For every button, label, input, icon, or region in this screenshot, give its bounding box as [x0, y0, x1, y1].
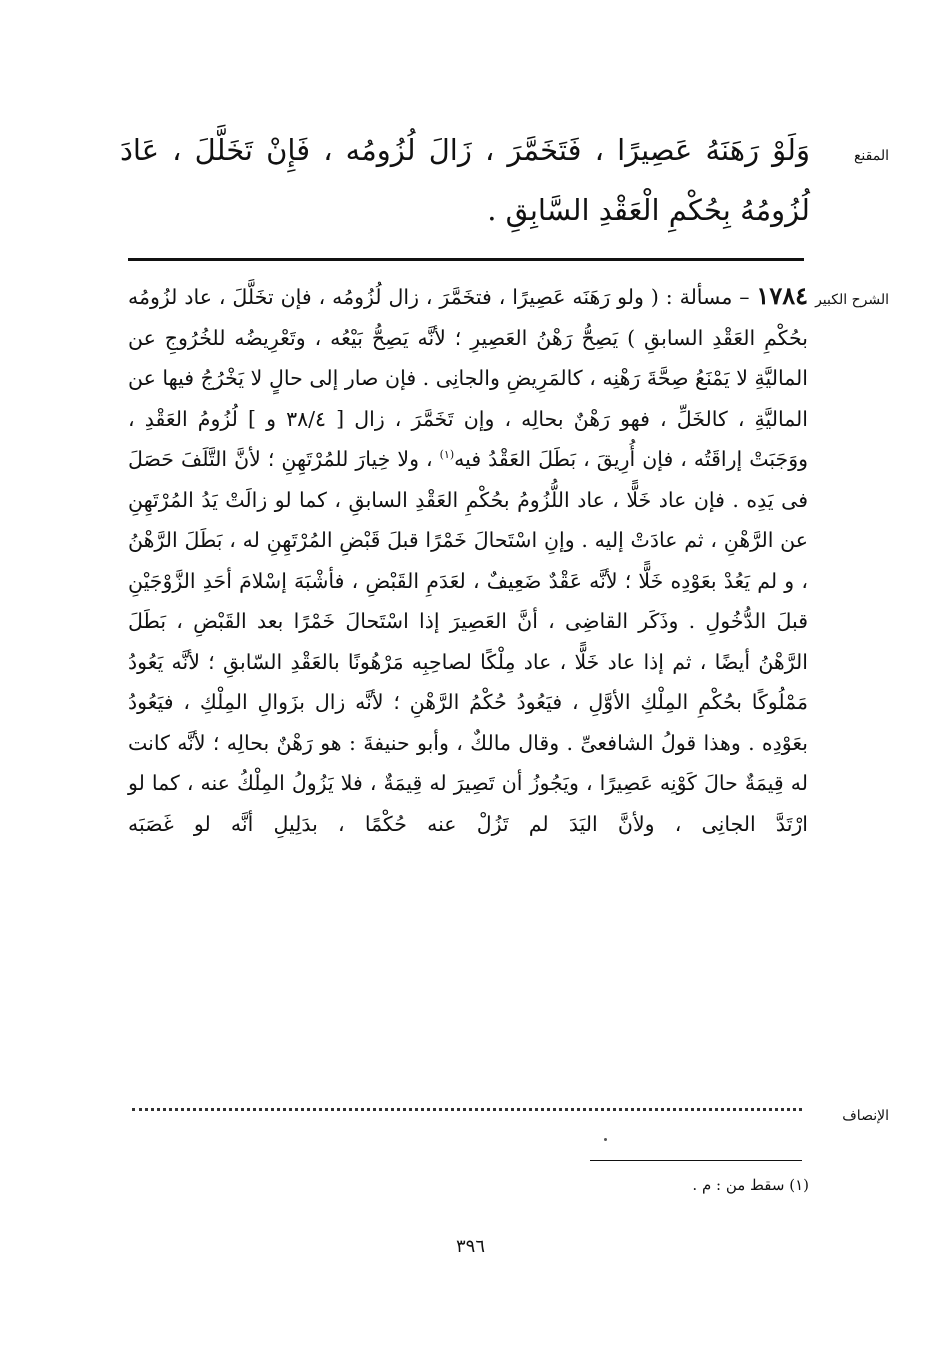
- label-sharh: الشرح الكبير: [815, 292, 889, 308]
- stray-dot: [604, 1138, 607, 1141]
- page-number: ٣٩٦: [455, 1236, 485, 1257]
- label-insaf: الإنصاف: [842, 1108, 889, 1124]
- issue-number: ١٧٨٤: [756, 281, 808, 310]
- sharh-text-part1: – مسألة : ( ولو رَهَنَه عَصِيرًا ، فتخَمَّرَ ، زال لُزُومُه ، فإن تخَلَّلَ ، عاد لزُومُه بحُكْمِ العَقْدِ السابقِ ) يَصِحُّ رَهْنُ العَصِيرِ ؛ لأنَّه يَصِحُّ بَيْعُه ، وتَعْرِيضُه للخُرُوجِ عن الماليَّةِ لا يَمْنَعُ صِحَّةَ رَهْنِه ، كالمَرِيضِ والجانِى . فإن صار إلى حالٍ لا يَخْرُجُ فيها عن الماليَّةِ ، كالخَلِّ ، فهو رَهْنٌ بحالِه ، وإن تَخَمَّرَ ، زال [ ٣٨/٤ و ] لُزُومُ العَقْدِ ، ووَجَبَتْ إراقَتُه ، فإن أُرِيقَ ، بَطَلَ العَقْدُ فيه: [128, 285, 808, 471]
- footnote: (١) سقط من : م .: [692, 1176, 809, 1194]
- sharh-text: [128, 276, 808, 844]
- footnote-divider: [590, 1160, 802, 1161]
- label-muqni: المقنع: [853, 148, 889, 164]
- section-divider: [128, 258, 804, 261]
- insaf-dotted-line: [132, 1108, 802, 1115]
- footnote-reference: (١): [439, 448, 455, 462]
- muqni-text: وَلَوْ رَهَنَهُ عَصِيرًا ، فَتَخَمَّرَ ، زَالَ لُزُومُه ، فَإِنْ تَخَلَّلَ ، عَادَ لُزُومُهُ بِحُكْمِ الْعَقْدِ السَّابِقِ .: [120, 133, 810, 227]
- sharh-text-part2: ، ولا خِيارَ للمُرْتَهِنِ ؛ لأنَّ التَّلَفَ حَصَلَ فى يَدِه . فإن عاد خَلًّا ، عاد اللُّزُومُ بحُكْمِ العَقْدِ السابقِ ، كما لو زالَتْ يَدُ المُرْتَهِنِ عن الرَّهْنِ ، ثم عادَتْ إليه . وإنِ اسْتَحالَ خَمْرًا قبلَ قَبْضِ المُرْتَهِنِ له ، بَطَلَ الرَّهْنُ ، و لم يَعُدْ بعَوْدِه خَلًّا ؛ لأنَّه عَقْدٌ ضَعِيفٌ ، لعَدَمِ القَبْضِ ، فأشْبَهَ إسْلامَ أحَدِ الزَّوْجَيْنِ قبلَ الدُّخُولِ . وذَكَر القاضِى ، أنَّ العَصِيرَ إذا اسْتَحالَ خَمْرًا بعد القَبْضِ ، بَطَلَ الرَّهْنُ أيضًا ، ثم إذا عاد خَلًّا ، عاد مِلْكًا لصاحِبِه مَرْهُونًا بالعَقْدِ السّابقِ ؛ لأنَّه يَعُودُ مَمْلُوكًا بحُكْمِ المِلْكِ الأوَّلِ ، فيَعُودُ حُكْمُ الرَّهْنِ ؛ لأنَّه زال بزَوالِ المِلْكِ ، فيَعُودُ بعَوْدِه . وهذا قولُ الشافعىِّ . وقال مالكٌ ، وأبو حنيفةَ : هو رَهْنٌ بحالِه ؛ لأنَّه كانت له قِيمَةٌ حالَ كَوْنِه عَصِيرًا ، ويَجُوزُ أن تَصِيرَ له قِيمَةٌ ، فلا يَزُولُ المِلْكُ عنه ، كما لو ارْتَدَّ الجانِى ، ولأنَّ اليَدَ لم تَزُلْ عنه حُكْمًا ، بدَلِيلِ أنَّه لو غَصَبَه: [128, 447, 808, 836]
